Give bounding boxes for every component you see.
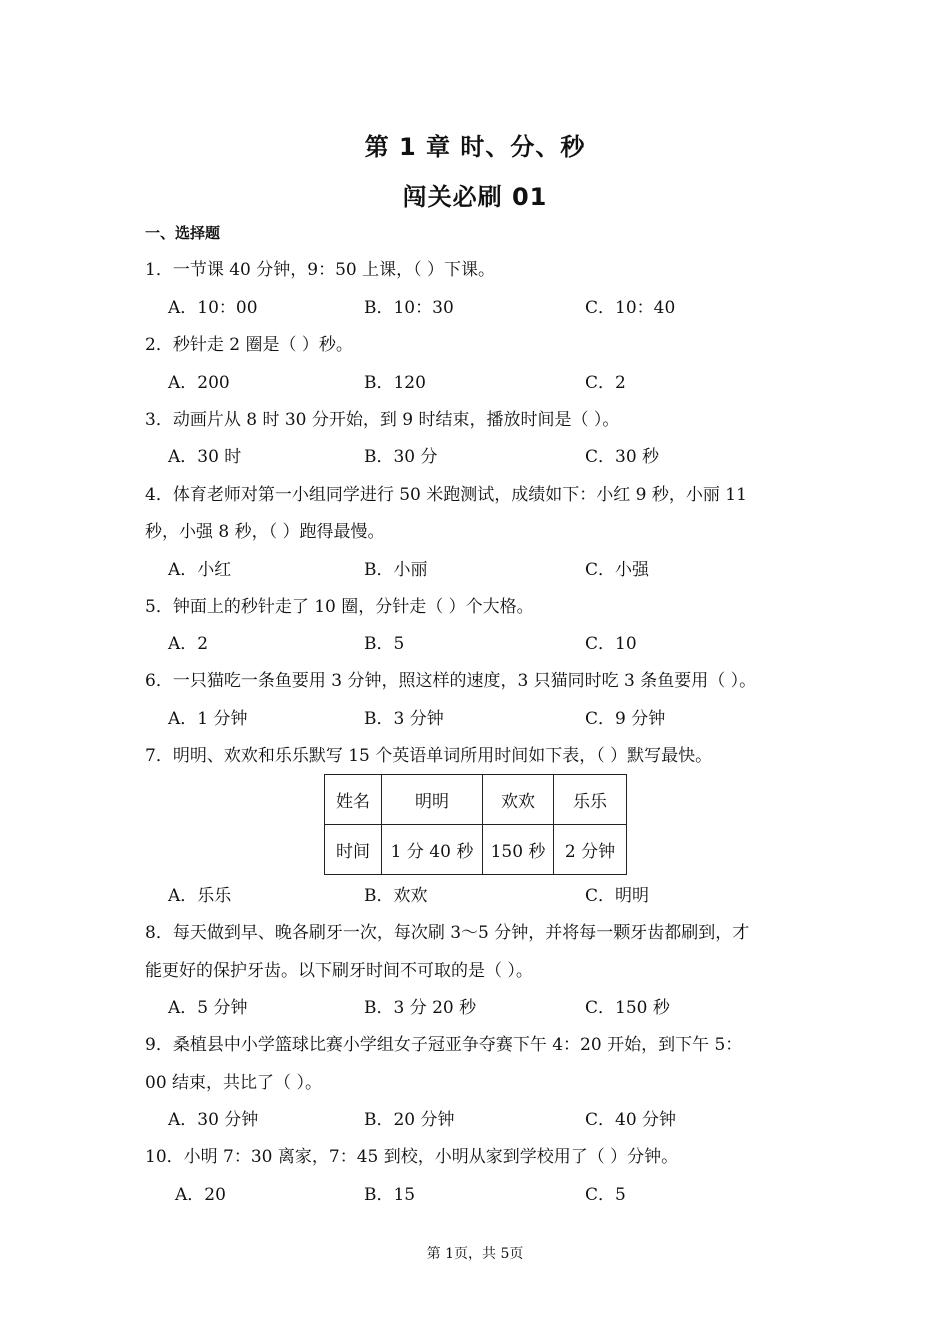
q5-option-a: A．2 bbox=[168, 634, 209, 654]
page-footer: 第 1页，共 5页 bbox=[426, 1246, 524, 1262]
table-row bbox=[325, 825, 627, 875]
q8-option-c: C．150 秒 bbox=[585, 998, 670, 1018]
q8-option-b: B．3 分 20 秒 bbox=[364, 998, 477, 1018]
table-cell: 150 秒 bbox=[483, 825, 554, 875]
q1-option-a: A．10：00 bbox=[168, 298, 258, 318]
section-heading: 一、选择题 bbox=[145, 224, 221, 242]
q9-option-a: A．30 分钟 bbox=[168, 1110, 259, 1130]
q10-option-a: A．20 bbox=[175, 1185, 226, 1205]
chapter-title: 第 1 章 时、分、秒 bbox=[364, 133, 586, 161]
q7-option-c: C．明明 bbox=[585, 886, 650, 906]
table-cell: 姓名 bbox=[325, 775, 382, 825]
q1-option-c: C．10：40 bbox=[585, 298, 676, 318]
q1-option-b: B．10：30 bbox=[364, 298, 454, 318]
question-2: 2．秒针走 2 圈是（ ）秒。 bbox=[145, 335, 353, 355]
question-1: 1．一节课 40 分钟，9：50 上课，（ ）下课。 bbox=[145, 260, 496, 280]
table-cell: 2 分钟 bbox=[554, 825, 627, 875]
page-subtitle: 闯关必刷 01 bbox=[402, 183, 548, 211]
question-4-line-2: 秒，小强 8 秒，（ ）跑得最慢。 bbox=[145, 522, 385, 542]
q4-option-a: A．小红 bbox=[168, 560, 232, 580]
q3-option-c: C．30 秒 bbox=[585, 447, 660, 467]
question-8-line-1: 8．每天做到早、晚各刷牙一次，每次刷 3～5 分钟，并将每一颗牙齿都刷到，才 bbox=[145, 923, 750, 943]
table-cell: 乐乐 bbox=[554, 775, 627, 825]
q2-option-c: C．2 bbox=[585, 373, 626, 393]
q2-option-b: B．120 bbox=[364, 373, 426, 393]
table-row bbox=[325, 775, 627, 825]
q7-option-b: B．欢欢 bbox=[364, 886, 428, 906]
question-4-line-1: 4．体育老师对第一小组同学进行 50 米跑测试，成绩如下：小红 9 秒，小丽 11 bbox=[145, 485, 747, 505]
question-9-line-1: 9．桑植县中小学篮球比赛小学组女子冠亚争夺赛下午 4：20 开始，到下午 5： bbox=[145, 1035, 743, 1055]
question-8-line-2: 能更好的保护牙齿。以下刷牙时间不可取的是（ ）。 bbox=[145, 961, 533, 981]
question-6: 6．一只猫吃一条鱼要用 3 分钟，照这样的速度，3 只猫同时吃 3 条鱼要用（ ）。 bbox=[145, 671, 757, 691]
q7-option-a: A．乐乐 bbox=[168, 886, 232, 906]
question-5: 5．钟面上的秒针走了 10 圈，分针走（ ）个大格。 bbox=[145, 597, 534, 617]
q6-option-b: B．3 分钟 bbox=[364, 709, 444, 729]
q10-option-c: C．5 bbox=[585, 1185, 626, 1205]
q9-option-b: B．20 分钟 bbox=[364, 1110, 455, 1130]
question-3: 3．动画片从 8 时 30 分开始，到 9 时结束，播放时间是（ ）。 bbox=[145, 410, 620, 430]
q6-option-c: C．9 分钟 bbox=[585, 709, 666, 729]
table-cell: 1 分 40 秒 bbox=[382, 825, 483, 875]
q3-option-b: B．30 分 bbox=[364, 447, 438, 467]
question-7: 7．明明、欢欢和乐乐默写 15 个英语单词所用时间如下表，（ ）默写最快。 bbox=[145, 746, 713, 766]
q4-option-b: B．小丽 bbox=[364, 560, 428, 580]
question-9-line-2: 00 结束，共比了（ ）。 bbox=[145, 1073, 322, 1093]
q9-option-c: C．40 分钟 bbox=[585, 1110, 677, 1130]
q4-option-c: C．小强 bbox=[585, 560, 650, 580]
q8-option-a: A．5 分钟 bbox=[168, 998, 248, 1018]
table-cell: 欢欢 bbox=[483, 775, 554, 825]
q5-option-c: C．10 bbox=[585, 634, 637, 654]
table-cell: 明明 bbox=[382, 775, 483, 825]
q5-option-b: B．5 bbox=[364, 634, 405, 654]
question-10: 10．小明 7：30 离家，7：45 到校，小明从家到学校用了（ ）分钟。 bbox=[145, 1147, 679, 1167]
table-cell: 时间 bbox=[325, 825, 382, 875]
time-table bbox=[324, 774, 627, 875]
q6-option-a: A．1 分钟 bbox=[168, 709, 248, 729]
q3-option-a: A．30 时 bbox=[168, 447, 242, 467]
q10-option-b: B．15 bbox=[364, 1185, 416, 1205]
q2-option-a: A．200 bbox=[168, 373, 230, 393]
